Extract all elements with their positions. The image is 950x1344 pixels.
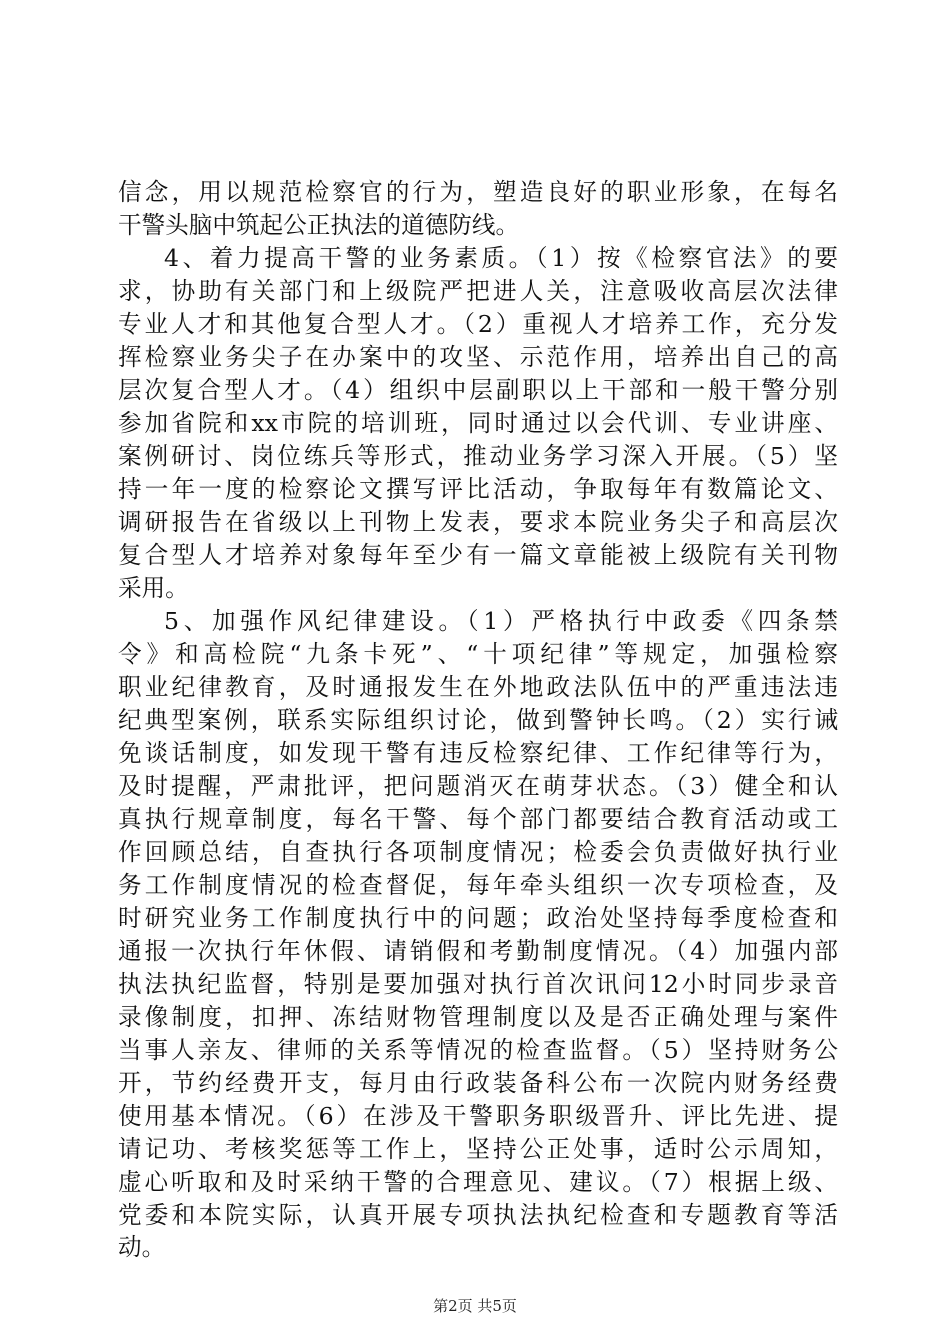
paragraph-line: 5、加强作风纪律建设。（1）严格执行中政委《四条禁: [164, 607, 838, 635]
paragraph-line: 通报一次执行年休假、请销假和考勤制度情况。（4）加强内部: [118, 937, 838, 965]
paragraph-line: 录像制度，扣押、冻结财物管理制度以及是否正确处理与案件: [118, 1003, 838, 1031]
paragraph-line: 层次复合型人才。（4）组织中层副职以上干部和一般干警分别: [118, 376, 838, 404]
paragraph-line: 职业纪律教育，及时通报发生在外地政法队伍中的严重违法违: [118, 673, 838, 701]
paragraph-line: 时研究业务工作制度执行中的问题；政治处坚持每季度检查和: [118, 904, 838, 932]
paragraph-line: 参加省院和xx市院的培训班，同时通过以会代训、专业讲座、: [118, 409, 838, 437]
paragraph-line: 党委和本院实际，认真开展专项执法执纪检查和专题教育等活: [118, 1201, 838, 1229]
paragraph-line: 案例研讨、岗位练兵等形式，推动业务学习深入开展。（5）坚: [118, 442, 838, 470]
paragraph-line: 信念，用以规范检察官的行为，塑造良好的职业形象，在每名: [118, 178, 838, 206]
paragraph-line: 动。: [118, 1233, 166, 1261]
paragraph-line: 专业人才和其他复合型人才。（2）重视人才培养工作，充分发: [118, 310, 838, 338]
paragraph-line: 复合型人才培养对象每年至少有一篇文章能被上级院有关刊物: [118, 541, 838, 569]
paragraph-line: 4、着力提高干警的业务素质。（1）按《检察官法》的要: [164, 244, 838, 272]
paragraph-line: 纪典型案例，联系实际组织讨论，做到警钟长鸣。（2）实行诫: [118, 706, 838, 734]
paragraph-line: 执法执纪监督，特别是要加强对执行首次讯问12小时同步录音: [118, 970, 838, 998]
paragraph-line: 请记功、考核奖惩等工作上，坚持公正处事，适时公示周知，: [118, 1135, 838, 1163]
paragraph-line: 免谈话制度，如发现干警有违反检察纪律、工作纪律等行为，: [118, 739, 838, 767]
paragraph-line: 作回顾总结，自查执行各项制度情况；检委会负责做好执行业: [118, 838, 838, 866]
paragraph-line: 采用。: [118, 574, 189, 602]
paragraph-line: 挥检察业务尖子在办案中的攻坚、示范作用，培养出自己的高: [118, 343, 838, 371]
paragraph-line: 持一年一度的检察论文撰写评比活动，争取每年有数篇论文、: [118, 475, 838, 503]
paragraph-line: 令》和高检院“九条卡死”、“十项纪律”等规定，加强检察: [118, 640, 838, 668]
paragraph-line: 当事人亲友、律师的关系等情况的检查监督。（5）坚持财务公: [118, 1036, 838, 1064]
paragraph-line: 开，节约经费开支，每月由行政装备科公布一次院内财务经费: [118, 1069, 838, 1097]
paragraph-line: 真执行规章制度，每名干警、每个部门都要结合教育活动或工: [118, 805, 838, 833]
paragraph-line: 及时提醒，严肃批评，把问题消灭在萌芽状态。（3）健全和认: [118, 772, 838, 800]
paragraph-line: 干警头脑中筑起公正执法的道德防线。: [118, 211, 520, 239]
paragraph-line: 调研报告在省级以上刊物上发表，要求本院业务尖子和高层次: [118, 508, 838, 536]
paragraph-line: 务工作制度情况的检查督促，每年牵头组织一次专项检查，及: [118, 871, 838, 899]
paragraph-line: 使用基本情况。（6）在涉及干警职务职级晋升、评比先进、提: [118, 1102, 838, 1130]
page-number-footer: 第2页 共5页: [433, 1297, 517, 1315]
paragraph-line: 虚心听取和及时采纳干警的合理意见、建议。（7）根据上级、: [118, 1168, 838, 1196]
paragraph-line: 求，协助有关部门和上级院严把进人关，注意吸收高层次法律: [118, 277, 838, 305]
